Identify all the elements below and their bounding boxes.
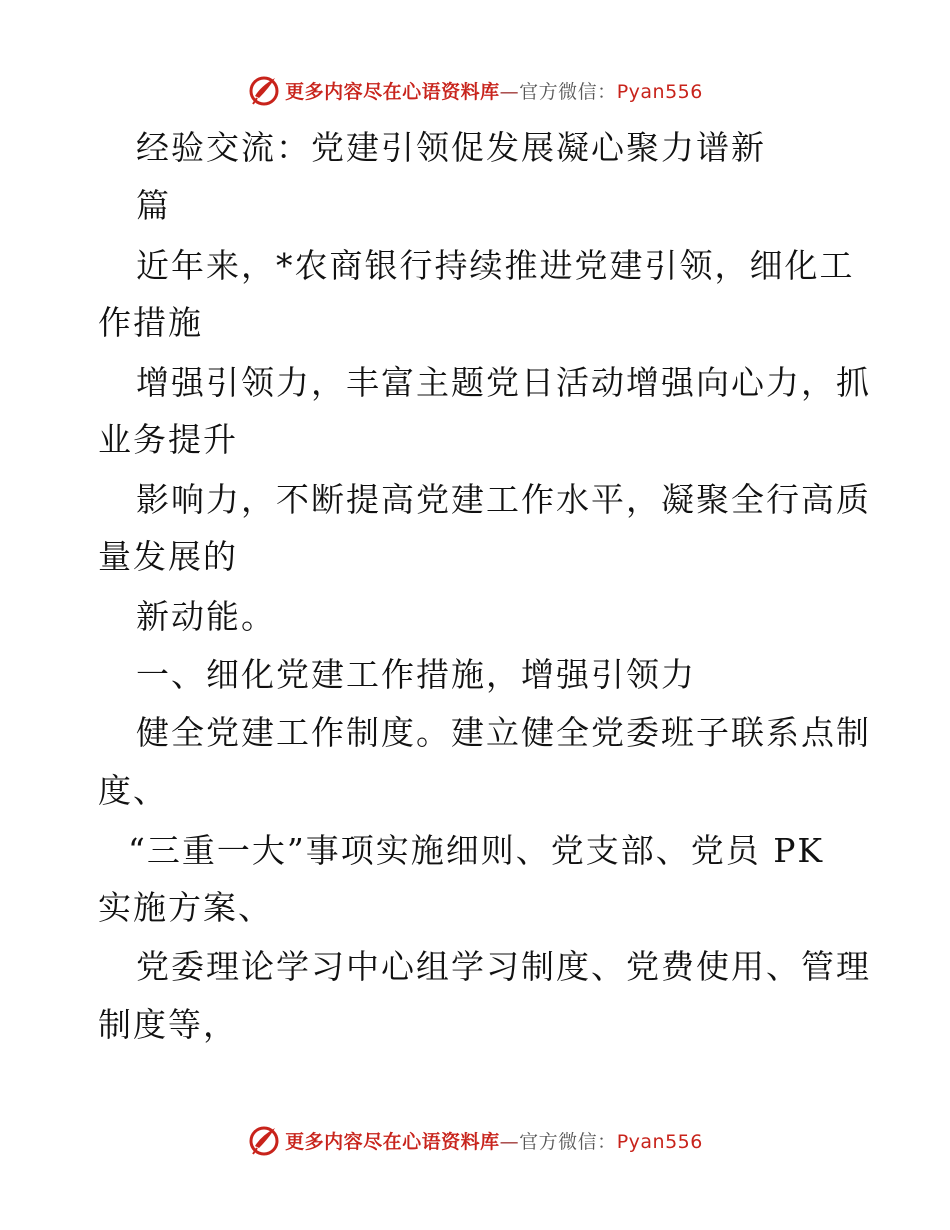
paragraph-line: 影响力，不断提高党建工作水平，凝聚全行高质 — [136, 480, 871, 519]
paragraph-line: 实施方案、 — [98, 888, 273, 927]
header-watermark — [0, 70, 950, 110]
footer-watermark — [0, 1120, 950, 1160]
section-heading: 一、细化党建工作措施，增强引领力 — [136, 655, 696, 694]
watermark-wechat-label: 官方微信： — [519, 1130, 617, 1153]
paragraph-line: 党委理论学习中心组学习制度、党费使用、管理 — [136, 947, 871, 986]
document-title-line-1: 经验交流：党建引领促发展凝心聚力谱新 — [136, 128, 766, 167]
watermark-slogan: 更多内容尽在心语资料库 — [285, 80, 500, 103]
watermark-wechat-label: 官方微信： — [519, 80, 617, 103]
quill-pen-logo-icon — [247, 72, 283, 108]
paragraph-line: 作措施 — [98, 303, 203, 342]
paragraph-line: 增强引领力，丰富主题党日活动增强向心力，抓 — [136, 363, 871, 402]
watermark-wechat-id: Pyan556 — [616, 1130, 703, 1153]
watermark-slogan: 更多内容尽在心语资料库 — [285, 1130, 500, 1153]
paragraph-line: 近年来，*农商银行持续推进党建引领，细化工 — [136, 246, 855, 285]
quill-pen-logo-icon — [247, 1122, 283, 1158]
paragraph-line: 量发展的 — [98, 537, 238, 576]
paragraph-line: 业务提升 — [98, 420, 238, 459]
watermark-wechat-id: Pyan556 — [616, 80, 703, 103]
watermark-separator: — — [499, 1130, 520, 1153]
document-title-line-2: 篇 — [136, 186, 171, 225]
paragraph-line: 新动能。 — [136, 597, 276, 636]
paragraph-line: 制度等， — [98, 1005, 238, 1044]
paragraph-line: 度、 — [98, 771, 168, 810]
watermark-separator: — — [499, 80, 520, 103]
paragraph-line: “三重一大”事项实施细则、党支部、党员 PK — [128, 831, 825, 870]
paragraph-line: 健全党建工作制度。建立健全党委班子联系点制 — [136, 713, 871, 752]
